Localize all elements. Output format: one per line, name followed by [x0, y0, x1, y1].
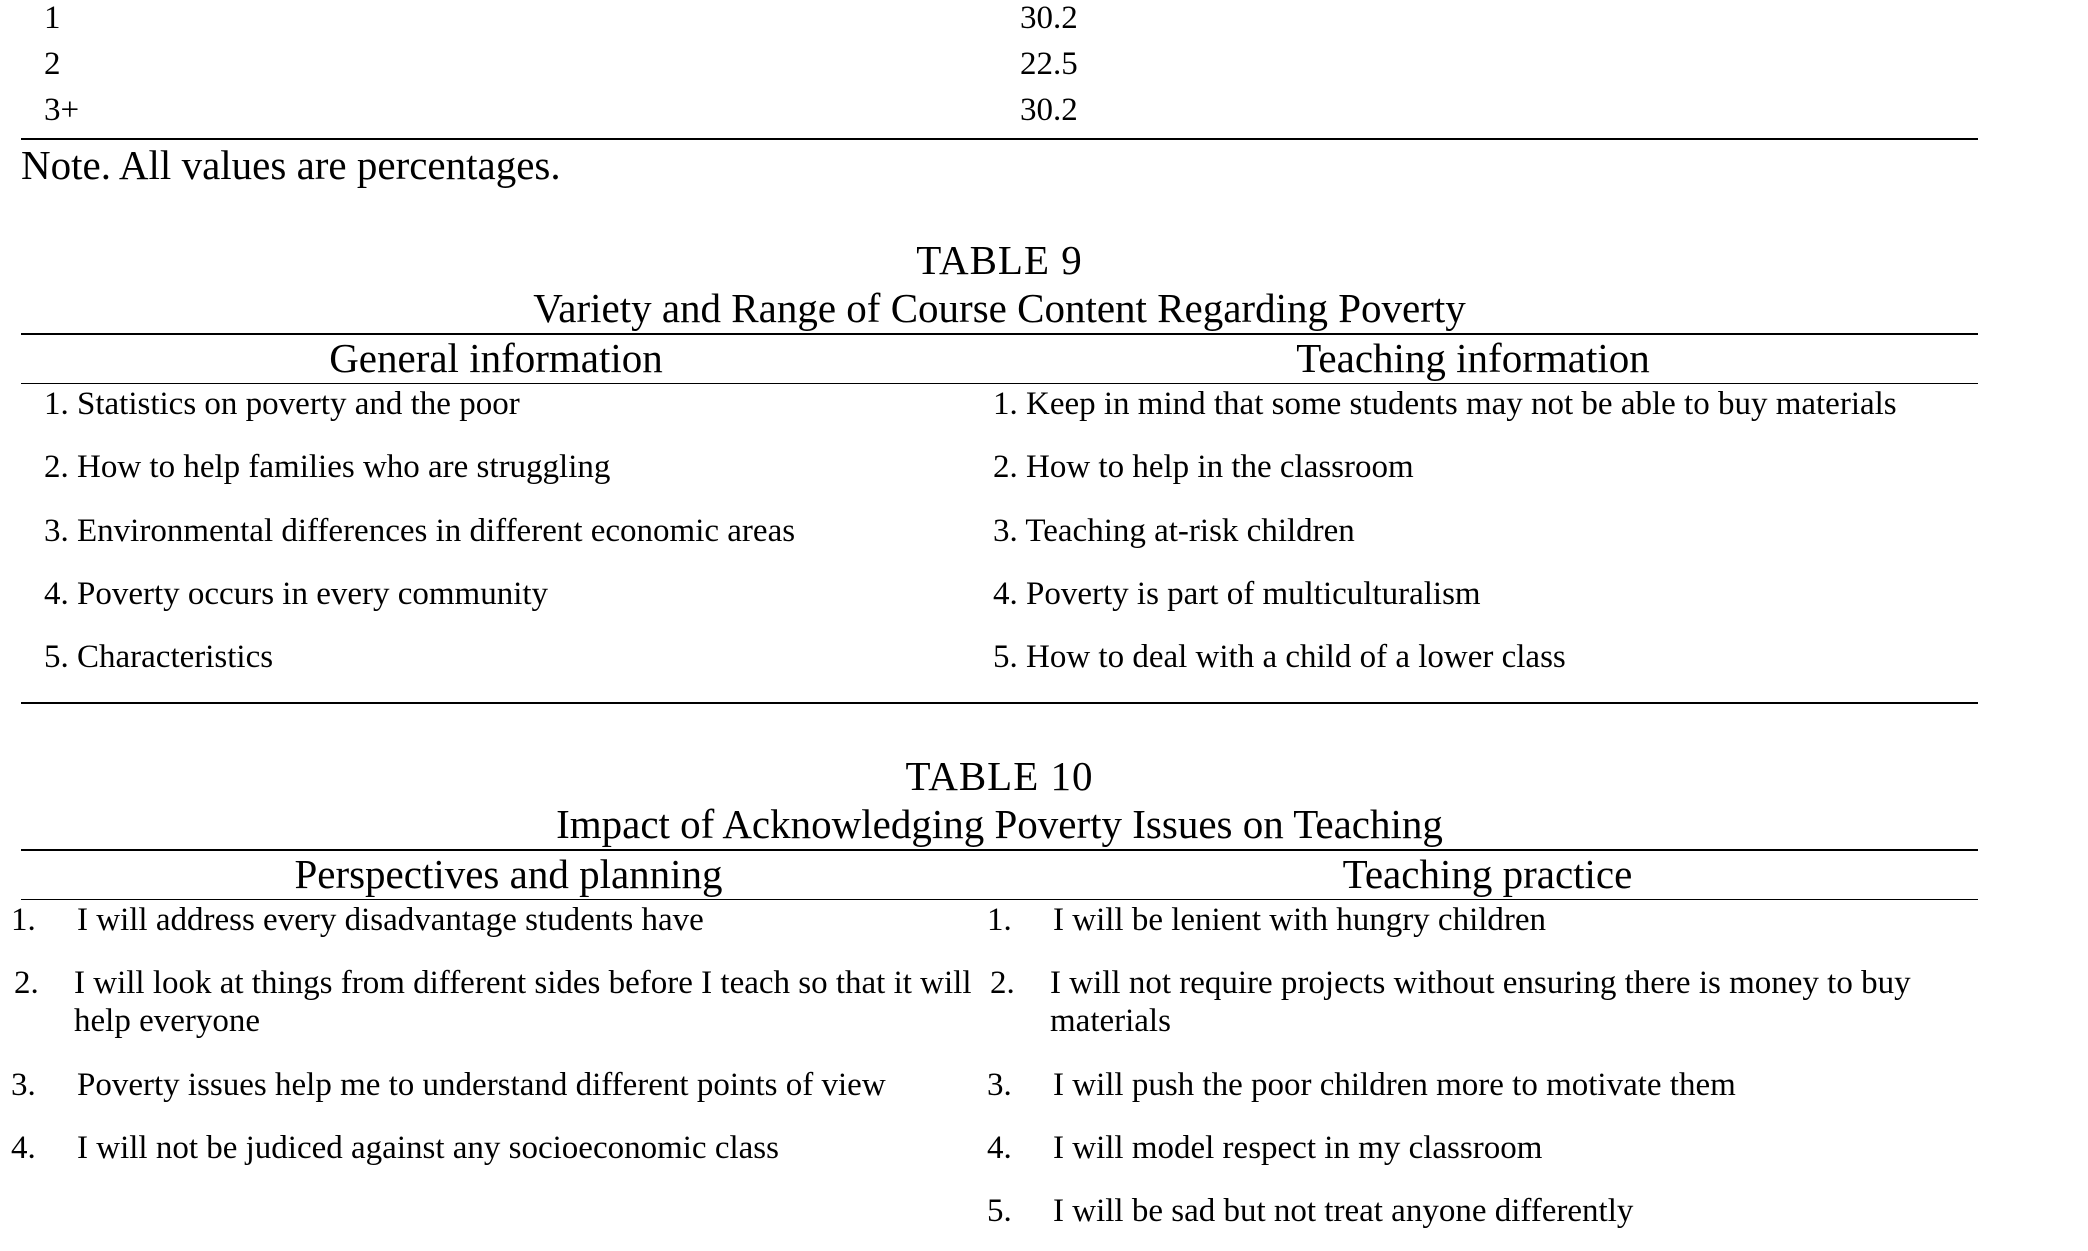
table9-left-item: 4. Poverty occurs in every community	[44, 576, 549, 612]
table9-left-item: 5. Characteristics	[44, 639, 274, 675]
table9-right-item: 5. How to deal with a child of a lower class	[993, 639, 1566, 675]
table10-right-item: 1. I will be lenient with hungry children	[987, 902, 1547, 938]
table9-label: TABLE 9	[916, 237, 1083, 283]
table9-top-rule	[21, 333, 1978, 335]
table9-bottom-rule	[21, 702, 1978, 704]
top-table-bottom-rule	[21, 138, 1978, 140]
table9-right-item: 4. Poverty is part of multiculturalism	[993, 576, 1481, 612]
table9-left-header: General information	[329, 335, 663, 381]
top-table-row-label: 3+	[44, 92, 80, 128]
table10-left-item: 4. I will not be judiced against any socioeconomic class	[11, 1130, 779, 1166]
table9-right-item: 3. Teaching at-risk children	[993, 513, 1355, 549]
top-table-row-label: 1	[44, 0, 61, 36]
table10-right-header: Teaching practice	[1342, 851, 1633, 897]
table9-header-rule	[21, 383, 1978, 384]
top-table-row-label: 2	[44, 46, 61, 82]
table10-left-item: 3. Poverty issues help me to understand different points of view	[11, 1067, 886, 1103]
table10-left-item: 1. I will address every disadvantage students have	[11, 902, 704, 938]
top-table-row-value: 30.2	[1020, 0, 1078, 36]
table9-title: Variety and Range of Course Content Regarding Poverty	[533, 285, 1466, 331]
table9-right-item: 1. Keep in mind that some students may not be able to buy materials	[993, 386, 1897, 422]
table10-title: Impact of Acknowledging Poverty Issues on Teaching	[556, 801, 1443, 847]
table9-right-header: Teaching information	[1296, 335, 1650, 381]
table9-left-item: 3. Environmental differences in different economic areas	[44, 513, 796, 549]
table10-right-item: 2. I will not require projects without ensuring there is money to buy materials	[990, 965, 1911, 1039]
table9-left-item: 2. How to help families who are struggling	[44, 449, 611, 485]
top-table-row-value: 30.2	[1020, 92, 1078, 128]
table10-right-item: 4. I will model respect in my classroom	[987, 1130, 1543, 1166]
table-note: Note. All values are percentages.	[21, 142, 561, 188]
table10-left-header: Perspectives and planning	[294, 851, 723, 897]
table9-right-item: 2. How to help in the classroom	[993, 449, 1414, 485]
table10-label: TABLE 10	[905, 753, 1094, 799]
table10-left-item: 2. I will look at things from different sides before I teach so that it will help everyone	[14, 965, 972, 1039]
table10-right-item: 5. I will be sad but not treat anyone differently	[987, 1193, 1634, 1229]
table10-header-rule	[21, 899, 1978, 900]
table10-right-item: 3. I will push the poor children more to motivate them	[987, 1067, 1736, 1103]
table9-left-item: 1. Statistics on poverty and the poor	[44, 386, 520, 422]
top-table-row-value: 22.5	[1020, 46, 1078, 82]
